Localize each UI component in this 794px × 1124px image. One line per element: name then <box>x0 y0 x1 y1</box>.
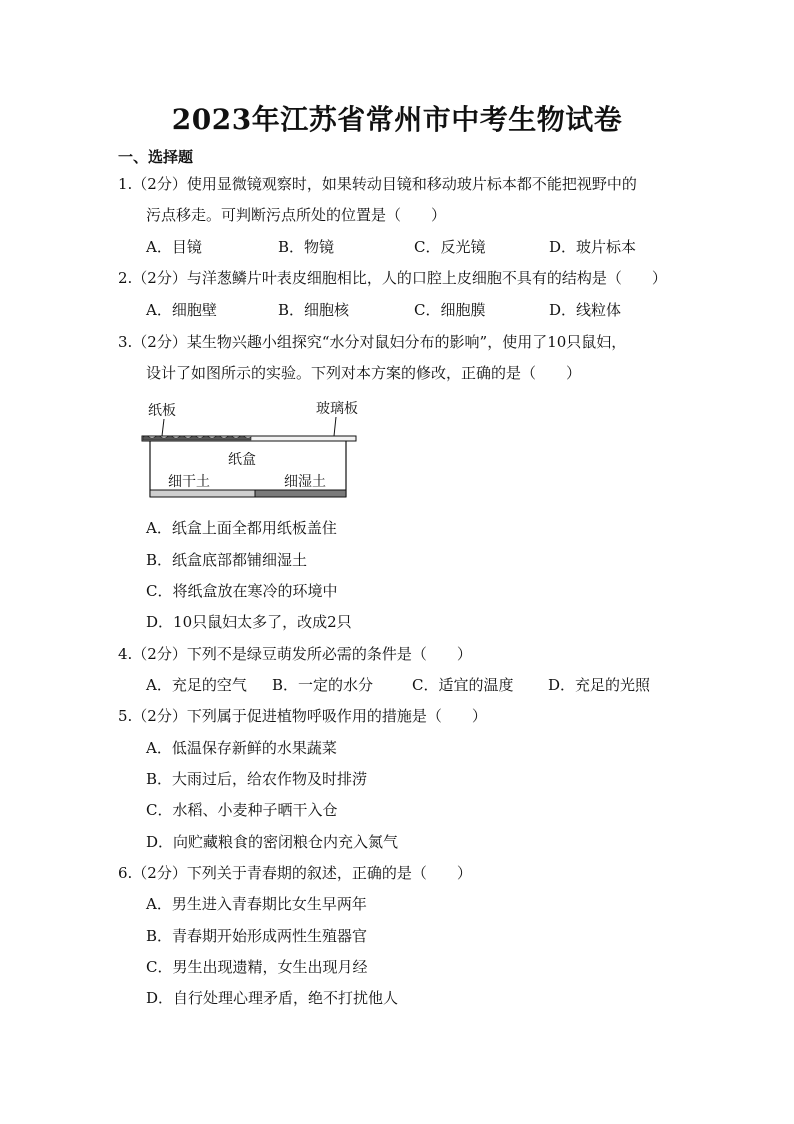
question-2-stem-line-1: 2.（2分）与洋葱鳞片叶表皮细胞相比，人的口腔上皮细胞不具有的结构是（ ） <box>118 269 667 287</box>
question-5-option-a: A．低温保存新鲜的水果蔬菜 <box>146 739 337 757</box>
page-title: 2023年江苏省常州市中考生物试卷 <box>171 103 623 136</box>
question-1-option-a: A．目镜 <box>146 238 202 256</box>
question-1-option-b: B．物镜 <box>278 238 335 256</box>
paperboard-leader-line <box>162 419 164 436</box>
question-6-option-d: D．自行处理心理矛盾，绝不打扰他人 <box>146 989 399 1007</box>
question-1-stem-line-1: 1.（2分）使用显微镜观察时，如果转动目镜和移动玻片标本都不能把视野中的 <box>118 175 637 193</box>
question-5-option-c: C．水稻、小麦种子晒干入仓 <box>146 801 338 819</box>
question-3-option-c: C．将纸盒放在寒冷的环境中 <box>146 582 338 600</box>
experiment-diagram <box>140 394 370 506</box>
label-paper-box: 纸盒 <box>228 452 256 468</box>
question-6-option-c: C．男生出现遗精，女生出现月经 <box>146 958 368 976</box>
question-4-option-b: B．一定的水分 <box>272 676 374 694</box>
question-1-option-c: C．反光镜 <box>414 238 486 256</box>
question-4-option-c: C．适宜的温度 <box>412 676 514 694</box>
question-5-option-d: D．向贮藏粮食的密闭粮仓内充入氮气 <box>146 833 399 851</box>
question-6-option-b: B．青春期开始形成两性生殖器官 <box>146 927 368 945</box>
question-5-option-b: B．大雨过后，给农作物及时排涝 <box>146 770 368 788</box>
question-2-option-c: C．细胞膜 <box>414 301 486 319</box>
label-glass-plate: 玻璃板 <box>316 401 358 417</box>
label-dry-soil: 细干土 <box>168 474 210 490</box>
glass-leader-line <box>334 417 336 436</box>
question-2-option-d: D．线粒体 <box>549 301 622 319</box>
question-6-option-a: A．男生进入青春期比女生早两年 <box>146 895 367 913</box>
question-3-stem-line-2: 设计了如图所示的实验。下列对本方案的修改，正确的是（ ） <box>146 364 582 382</box>
label-wet-soil: 细湿土 <box>284 474 326 490</box>
question-4-stem: 4.（2分）下列不是绿豆萌发所必需的条件是（ ） <box>118 645 472 663</box>
question-3-stem-line-1: 3.（2分）某生物兴趣小组探究“水分对鼠妇分布的影响”，使用了10只鼠妇， <box>118 333 627 351</box>
question-6-stem: 6.（2分）下列关于青春期的叙述，正确的是（ ） <box>118 864 472 882</box>
question-3-option-d: D．10只鼠妇太多了，改成2只 <box>146 613 352 631</box>
question-1-stem-line-2: 污点移走。可判断污点所处的位置是（ ） <box>146 206 447 224</box>
question-4-option-d: D．充足的光照 <box>548 676 651 694</box>
dry-soil-layer <box>150 490 255 497</box>
question-5-stem: 5.（2分）下列属于促进植物呼吸作用的措施是（ ） <box>118 707 487 725</box>
question-1-option-d: D．玻片标本 <box>549 238 637 256</box>
question-3-option-a: A．纸盒上面全都用纸板盖住 <box>146 519 337 537</box>
section-heading: 一、选择题 <box>118 148 194 166</box>
question-3-option-b: B．纸盒底部都铺细湿土 <box>146 551 308 569</box>
question-4-option-a: A．充足的空气 <box>146 676 247 694</box>
question-2-option-b: B．细胞核 <box>278 301 350 319</box>
wet-soil-layer <box>255 490 346 497</box>
label-paperboard: 纸板 <box>148 403 176 419</box>
question-2-option-a: A．细胞壁 <box>146 301 217 319</box>
